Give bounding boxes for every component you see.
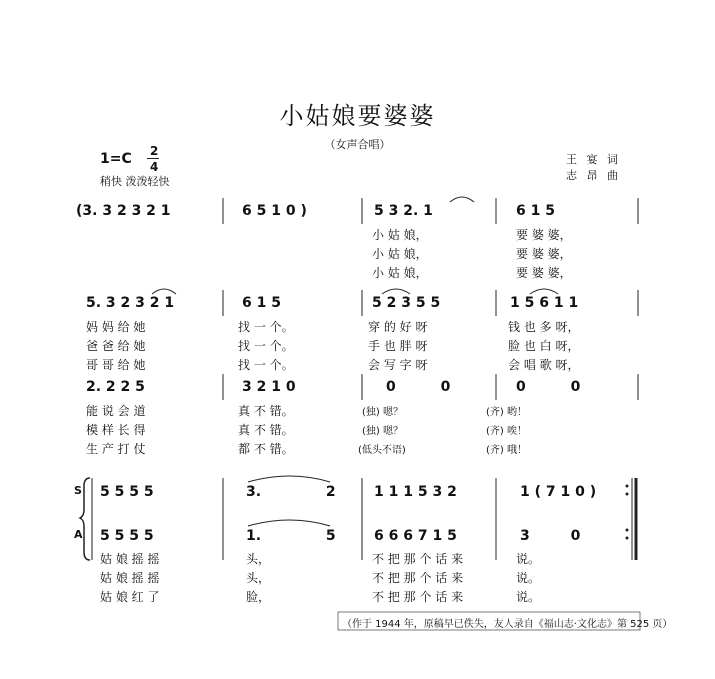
s1-measure-1: (3. 3 2 3 2 1	[76, 203, 171, 219]
s4-lyric-2b: 头，	[246, 571, 271, 585]
s4-lyric-1d: 说。	[516, 552, 541, 566]
s4-soprano-m2: 3. 2	[246, 484, 336, 500]
s2-measure-4: 1 5 6 1 1	[510, 295, 579, 311]
s3-lyric-1d: (齐) 哟！	[486, 407, 527, 418]
s3-measure-1: 2. 2 2 5	[86, 379, 145, 395]
s4-soprano-m1: 5 5 5 5	[100, 484, 154, 500]
s2-lyric-1c: 穿 的 好 呀	[368, 320, 428, 334]
time-top: 2	[150, 144, 159, 158]
s2-lyric-1d: 钱 也 多 呀，	[508, 320, 580, 334]
s4-lyric-2a: 姑 娘 摇 摇	[100, 571, 160, 585]
s2-lyric-3d: 会 唱 歌 呀，	[508, 358, 580, 372]
s1-lyric-3a: 小 姑 娘，	[372, 266, 428, 280]
s4-lyric-3a: 姑 娘 红 了	[100, 590, 160, 604]
s2-measure-2: 6 1 5	[242, 295, 281, 311]
s1-lyric-3b: 要 婆 婆，	[516, 266, 572, 280]
s3-lyric-1b: 真 不 错。	[238, 404, 294, 418]
s3-lyric-1a: 能 说 会 道	[86, 404, 146, 418]
s1-measure-3: 5 3 2. 1	[374, 203, 433, 219]
s1-measure-4: 6 1 5	[516, 203, 555, 219]
s1-lyric-2a: 小 姑 娘，	[372, 247, 428, 261]
s4-lyric-3b: 脸，	[246, 590, 271, 604]
s2-lyric-3a: 哥 哥 给 她	[86, 358, 146, 372]
lyricist-credit: 王 宴 词	[566, 153, 621, 166]
key-signature: 1=C	[100, 151, 132, 167]
tempo-marking: 稍快 泼泼轻快	[100, 175, 170, 188]
s3-lyric-3c: (低头不语)	[358, 445, 406, 456]
s4-lyric-3d: 说。	[516, 590, 541, 604]
s3-measure-4: 0 0	[516, 379, 581, 395]
s3-measure-3: 0 0	[386, 379, 451, 395]
composer-credit: 志 昂 曲	[566, 169, 621, 182]
s2-lyric-2b: 找 一 个。	[238, 339, 294, 353]
s4-alto-m2: 1. 5	[246, 528, 336, 544]
s2-measure-3: 5 2 3 5 5	[372, 295, 441, 311]
alto-label: A	[74, 528, 83, 541]
s2-lyric-1b: 找 一 个。	[238, 320, 294, 334]
s2-measure-1: 5. 3 2 3 2 1	[86, 295, 175, 311]
s2-lyric-2a: 爸 爸 给 她	[86, 339, 146, 353]
s4-soprano-m3: 1 1 1 5 3 2	[374, 484, 457, 500]
s4-lyric-1c: 不 把 那 个 话 来	[372, 552, 464, 566]
song-title: 小姑娘要婆婆	[279, 102, 436, 130]
time-bottom: 4	[150, 160, 159, 174]
s4-soprano-m4: 1 ( 7 1 0 )	[520, 484, 597, 500]
subtitle: （女声合唱）	[324, 138, 391, 151]
s3-lyric-3b: 都 不 错。	[238, 442, 294, 456]
s4-lyric-3c: 不 把 那 个 话 来	[372, 590, 464, 604]
s1-measure-2: 6 5 1 0 )	[242, 203, 307, 219]
s3-lyric-1c: (独) 嗯？	[362, 407, 403, 418]
s3-lyric-3a: 生 产 打 仗	[86, 442, 146, 456]
s4-alto-m1: 5 5 5 5	[100, 528, 154, 544]
s3-lyric-2a: 模 样 长 得	[86, 423, 146, 437]
s1-lyric-2b: 要 婆 婆，	[516, 247, 572, 261]
s3-lyric-2b: 真 不 错。	[238, 423, 294, 437]
s2-lyric-2d: 脸 也 白 呀，	[508, 339, 580, 353]
s4-lyric-2d: 说。	[516, 571, 541, 585]
s2-lyric-2c: 手 也 胖 呀	[368, 339, 428, 353]
s3-lyric-2d: (齐) 唉！	[486, 426, 527, 437]
s3-lyric-3d: (齐) 哦！	[486, 445, 527, 456]
s1-lyric-1a: 小 姑 娘，	[372, 228, 428, 242]
s2-lyric-1a: 妈 妈 给 她	[86, 320, 146, 334]
s3-lyric-2c: (独) 嗯？	[362, 426, 403, 437]
s4-alto-m4: 3 0	[520, 528, 581, 544]
s4-lyric-2c: 不 把 那 个 话 来	[372, 571, 464, 585]
s4-lyric-1b: 头，	[246, 552, 271, 566]
s2-lyric-3b: 找 一 个。	[238, 358, 294, 372]
s3-measure-2: 3 2 1 0	[242, 379, 296, 395]
s1-lyric-1b: 要 婆 婆，	[516, 228, 572, 242]
s2-lyric-3c: 会 写 字 呀	[368, 358, 428, 372]
s4-alto-m3: 6 6 6 7 1 5	[374, 528, 457, 544]
soprano-label: S	[74, 484, 82, 497]
s4-lyric-1a: 姑 娘 摇 摇	[100, 552, 160, 566]
footnote: （作于 1944 年，原稿早已佚失，友人录自《福山志·文化志》第 525 页）	[342, 619, 673, 630]
